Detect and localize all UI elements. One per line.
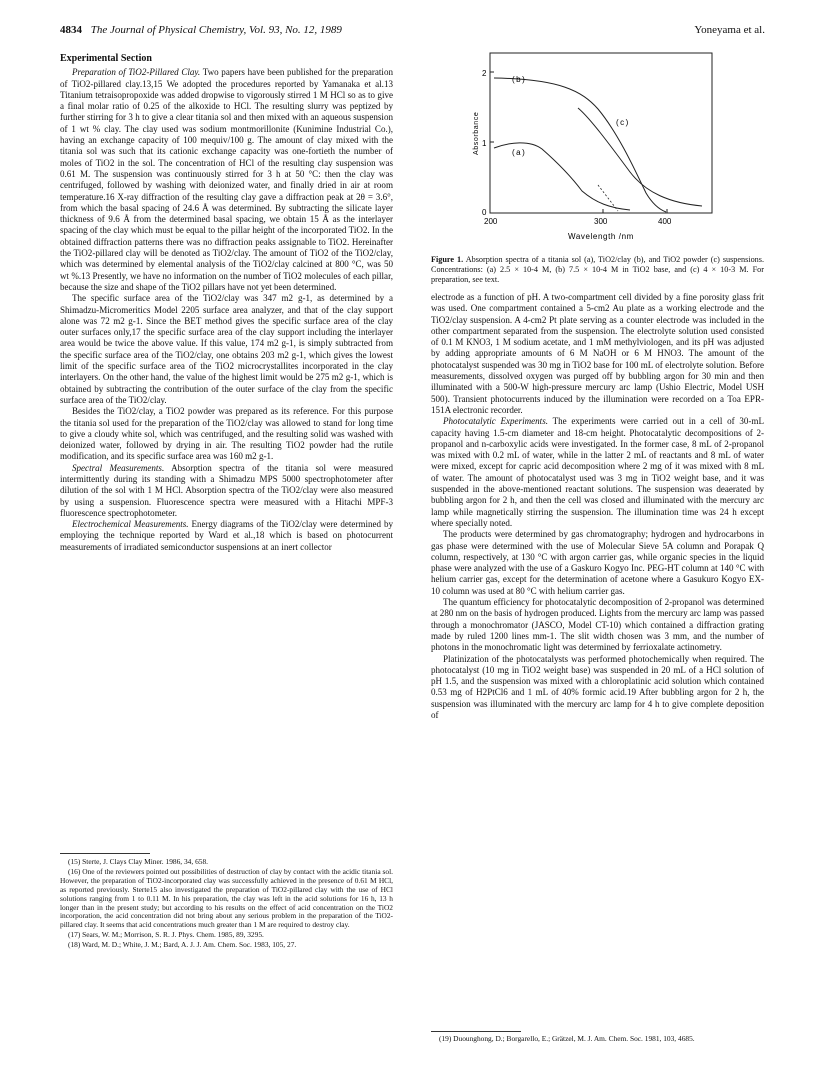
right-footnotes	[431, 1035, 764, 1045]
paragraph: The specific surface area of the TiO2/clay was 347 m2 g-1, as determined by a Shimadzu-Micromeritics Model 2205 surface area analyzer, and that of the clay support alone was 72 m2 g-1. Since the BET method gives the specific surface area of the clay outer surfaces only,17 the specific surface area of the clay support including the interlayer area would be twice the above value. If this value, 174 m2 g-1, is simply subtracted from the specific surface area of the TiO2/clay, one obtains 203 m2 g-1, which gives the lowest limit of the specific surface area of the TiO2 microcrystallites incorporated in the clay interlayers. On the other hand, the value of the highest limit would be 275 m2 g-1, which is obtained by subtracting the contribution of the outer surface of the clay from the specific surface area of the TiO2/clay.	[60, 293, 393, 405]
right-column	[431, 292, 764, 721]
running-authors: Yoneyama et al.	[694, 24, 765, 36]
paragraph	[431, 416, 764, 529]
paragraph-text: Absorption spectra of the titania sol were measured intermittently during its standing with a Shimadzu MPS 5000 spectrophotometer after dilution of the sol with 1 M HCl. Absorption spectra of the TiO2/clay were also measured by using a suspension. Fluorescence spectra were measured with a Hitachi MPF-3 fluorescence spectrophotometer.	[60, 462, 394, 518]
curve-c	[578, 108, 702, 206]
y-tick-label: 0	[482, 208, 487, 217]
paragraph: Platinization of the photocatalysts was performed photochemically when required. The photocatalyst (10 mg in TiO2 weight base) was suspended in 20 mL of a HCl solution of pH 1.5, and the suspension was mixed with a chloroplatinic acid solution which contained 0.53 mg of H2PtCl6 and 1 mL of 40% formic acid.19 After bubbling argon for 2 h, the suspension was illuminated with the mercury arc lamp for 4 h to give complete deposition of	[431, 653, 764, 720]
run-in-heading: Photocatalytic Experiments.	[443, 416, 548, 427]
page-number: 4834	[60, 24, 82, 36]
paragraph	[60, 463, 393, 519]
figure-caption	[431, 255, 764, 285]
footnote: (15) Sterte, J. Clays Clay Miner. 1986, 34, 658.	[68, 857, 208, 866]
y-tick-label: 2	[482, 69, 487, 78]
paragraph: Besides the TiO2/clay, a TiO2 powder was prepared as its reference. For this purpose the titania sol used for the preparation of the TiO2/clay was allowed to stand for long time to give a cloudy white sol, which was centrifuged, and the resulting solid was washed with deionized water, followed by drying in air. The resulting TiO2 powder had the rutile modification, and its specific surface area was 160 m2 g-1.	[60, 406, 393, 462]
y-axis-label: Absorbance	[473, 111, 480, 155]
journal-title: The Journal of Physical Chemistry, Vol. 93, No. 12, 1989	[90, 24, 342, 36]
curve-b	[494, 78, 666, 212]
x-tick-label: 400	[658, 217, 672, 226]
footnote: (19) Duounghong, D.; Borgarello, E.; Grätzel, M. J. Am. Chem. Soc. 1981, 103, 4685.	[439, 1034, 695, 1043]
section-title: Experimental Section	[60, 53, 152, 64]
run-in-heading: Electrochemical Measurements.	[72, 519, 189, 530]
paragraph	[60, 519, 393, 553]
paragraph: The quantum efficiency for photocatalytic decomposition of 2-propanol was determined at 280 nm on the basis of hydrogen produced. Lights from the mercury arc lamp was passed through a monochromator (JASCO, Model CT-10) which contained a diffraction grating made by ruled 1200 lines mm-1. The slit width chosen was 3 mm, and the number of photons in the monochromatic light was determined by ferrioxalate actinometry.	[431, 597, 764, 653]
paragraph-text: Energy diagrams of the TiO2/clay were determined by employing the technique reported by Ward et al.,18 which is based on photocurrent measurements of irradiated semiconductor suspensions at an inert collector	[60, 519, 393, 552]
curve-label-c: (c)	[616, 118, 630, 127]
paragraph-text: Two papers have been published for the preparation of TiO2-pillared clay.13,15 We adopted the procedures reported by Yamanaka et al.13 Titanium tetraisopropoxide was added dropwise to vigorously stirred 1 M HCl so as to give a final molar ratio of 0.25 of the alkoxide to HCl. The resulting slurry was peptized by further stirring for 3 h to give a clear titania sol and then mixed with an aqueous suspension of 1 wt % clay. The clay used was sodium montmorillonite (Kunimine Industrial Co.), having an exchange capacity of 100 mequiv/100 g. The amount of clay mixed with the titania sol was such that its cationic exchange capacity was one-fortieth the number of moles of TiO2 in the sol. The concentration of HCl of the resulting clay suspension was 0.61 M. The suspension was continuously stirred for 3 h at 50 °C: then the clay was centrifuged, followed by washing with deionized water, and finally dried in air at room temperature.16 X-ray diffraction of the resulting clay gave a diffraction peak at 2θ = 3.6°, from which the basal spacing of 24.6 Å was determined. By subtracting the silicate layer thickness of 9.6 Å from the determined basal spacing, we obtain 15 Å as the interlayer spacing of the clay which must be equal to the pillar height of the incorporated TiO2. In the obtained diffraction patterns there was no diffraction peaks assignable to TiO2. Hereinafter the TiO2-pillared clay will be denoted as TiO2/clay. The amount of TiO2 of the TiO2/clay, which was determined by elemental analysis of the TiO2/clay calcined at 800 °C, was 50 wt %.13 Presently, we have no information on the number of TiO2 molecules of each pillar, because the size and shape of the TiO2 pillars have not yet been determined.	[60, 67, 393, 292]
paragraph	[60, 67, 393, 293]
footnote: (18) Ward, M. D.; White, J. M.; Bard, A. J. J. Am. Chem. Soc. 1983, 105, 27.	[68, 940, 297, 950]
figure-1	[470, 45, 715, 255]
run-in-heading: Spectral Measurements.	[72, 462, 165, 473]
curve-label-a: (a)	[512, 148, 527, 157]
footnote-rule	[431, 1031, 521, 1032]
figure-label: Figure 1.	[431, 255, 464, 264]
x-axis-label: Wavelength /nm	[568, 232, 634, 241]
caption-text: Absorption spectra of a titania sol (a), TiO2/clay (b), and TiO2 powder (c) suspensions. Concentrations: (a) 2.5 × 10-4 M, (b) 7.5 × 10-4 M in TiO2 base, and (c) 4 × 10-3 M. For preparation, see text.	[431, 255, 764, 284]
paragraph-text: The experiments were carried out in a cell of 30-mL capacity having 1.5-cm diameter and 18-cm height. Photocatalytic decompositions of 2-propanol and n-carboxylic acids were investigated. In the former case, 8 mL of 2-propanol was mixed with 0.2 mL of water, while in the latter 2 mL of reactants and 8 mL of water were mixed, except for capric acid decomposition where 2 mg of it was mixed with 8 mL of water. The amount of photocatalyst used was 3 mg in TiO2 weight base, and it was suspended in the above-mentioned reactant solutions. The suspension was deaerated by bubbling argon for 2 h, and then the cell was closed and illuminated with the mercury arc lamp while magnetically stirring the suspension. The illumination time was 24 h except where specially noted.	[431, 416, 764, 528]
run-in-heading: Preparation of TiO2-Pillared Clay.	[72, 67, 201, 78]
paragraph: electrode as a function of pH. A two-compartment cell divided by a fine porosity glass frit was used. One compartment contained a 5-cm2 Au plate as a working electrode and the TiO2/clay suspension. A 4-cm2 Pt plate serving as a counter electrode was included in the other compartment separated from the suspension. The electrolyte solution used consisted of 0.1 M KNO3, 1 M sodium acetate, and 1 mM methylviologen, and its pH was adjusted by adding appropriate amounts of 6 M NaOH or 6 M HNO3. The amount of the photocatalyst suspended was 30 mg in TiO2 base for 100 mL of electrolyte solution. Before measurements, dissolved oxygen was purged off by bubbling argon for 30 min and then illuminated with a 500-W high-pressure mercury arc lamp (Ushio Electric, Model USH 500). Transient photocurrents induced by the illumination were recorded on a Toa EPR-151A electronic recorder.	[431, 292, 764, 415]
absorption-chart	[470, 45, 715, 255]
left-footnotes	[60, 858, 393, 951]
y-tick-label: 1	[482, 139, 487, 148]
footnote: (16) One of the reviewers pointed out possibilities of destruction of clay by contact with the acidic titania sol. However, the preparation of TiO2-incorporated clay was successfully achieved in the presence of 0.61 M HCl, as reported previously. Sterte15 also investigated the preparation of TiO2-pillared clay with the use of HCl solutions ranging from 1 to 0.11 M. In his preparation, the clay was left in the acid solutions for 16 h, 13 h longer than in the present study; but according to his results on the effect of acid concentration on the TiO2 incorporation, the acid concentration did not bring about any serious problem in the preparation of the TiO2-pillared clay. It seems that acid concentrations much greater than 1 M are required to destroy clay.	[60, 866, 393, 930]
footnote: (17) Sears, W. M.; Morrison, S. R. J. Phys. Chem. 1985, 89, 3295.	[68, 930, 264, 940]
left-column	[60, 45, 393, 553]
curve-label-b: (b)	[512, 75, 527, 84]
x-tick-label: 300	[594, 217, 608, 226]
paragraph: The products were determined by gas chromatography; hydrogen and hydrocarbons in gas phase were determined with the use of Molecular Sieve 5A column and Porapak Q column, respectively, at 130 °C with argon carrier gas, while organic species in the liquid phase were analyzed with the use of a Gaskuro Kogyo Inc. PEG-HT column at 140 °C with helium carrier gas, except for the determination of acetone where a Gasukuro Kogyo EX-10 column was used at 80 °C with helium carrier gas.	[431, 529, 764, 596]
curve-a-tail	[598, 185, 618, 211]
footnote-rule	[60, 853, 150, 854]
x-tick-label: 200	[484, 217, 498, 226]
page-header	[60, 24, 765, 36]
